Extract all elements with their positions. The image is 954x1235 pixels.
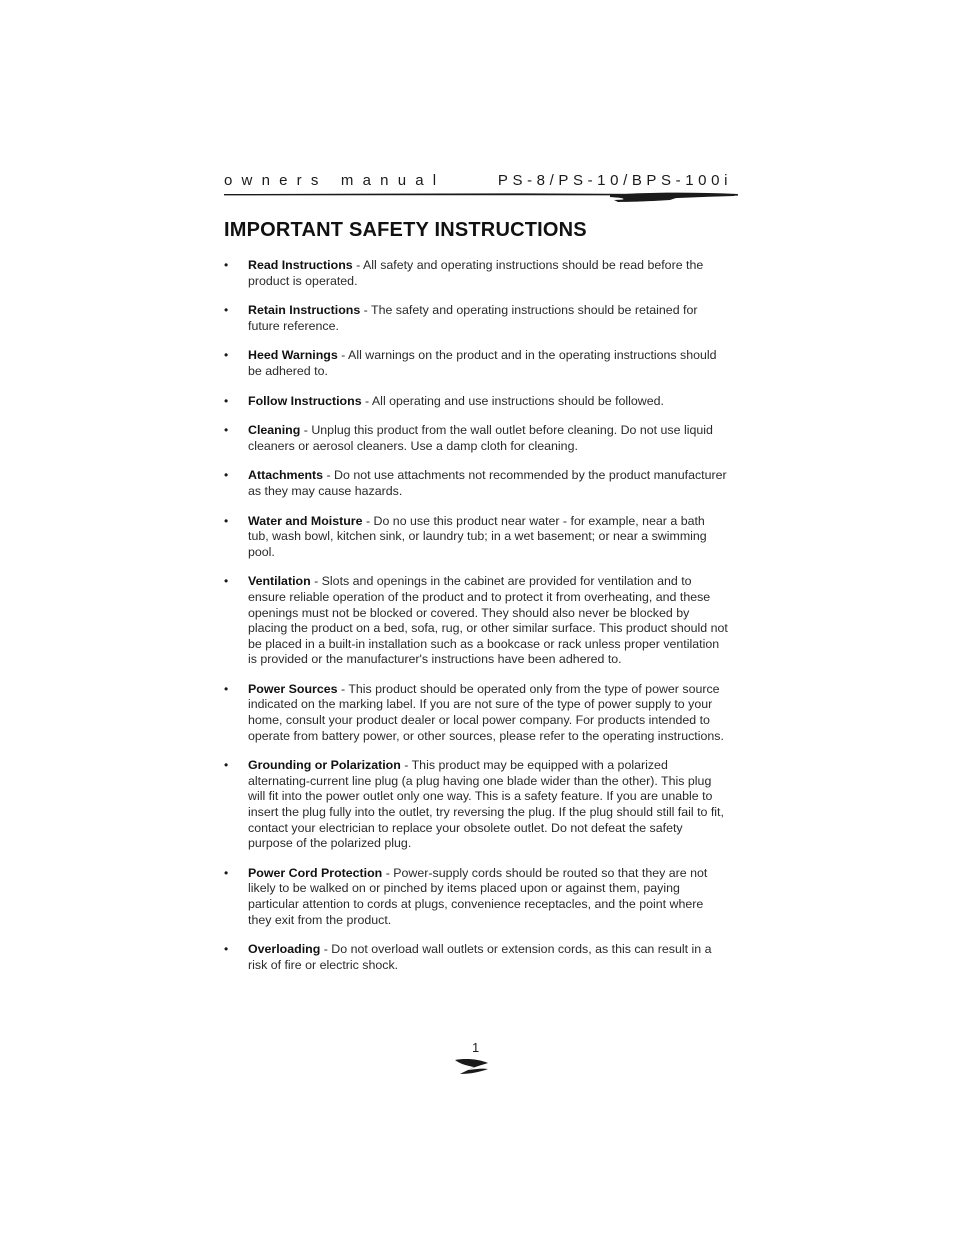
instruction-description: - Do no use this product near water - for example, near a bath tub, wash bowl, kitchen sink, or laundry tub; in a wet basement; or near a swimming pool. [248, 513, 707, 559]
instruction-item [224, 348, 728, 379]
instruction-term: Read Instructions [248, 258, 353, 272]
instruction-description: - All safety and operating instructions should be read before the product is operated. [248, 258, 704, 288]
bullet-icon: • [224, 303, 229, 318]
instruction-item [224, 423, 728, 454]
bullet-icon: • [224, 865, 229, 880]
instruction-description: - This product should be operated only from the type of power source indicated on the marking label. If you are not sure of the type of power supply to your home, consult your product dealer or local power company. For products intended to operate from battery power, or other sources, please refer to the operating instructions. [248, 681, 724, 743]
bullet-icon: • [224, 681, 229, 696]
instruction-description: - The safety and operating instructions should be retained for future reference. [248, 303, 698, 333]
instruction-item [224, 942, 728, 973]
instruction-term: Overloading [248, 942, 321, 957]
instruction-description: - All operating and use instructions should be followed. [361, 393, 664, 408]
instruction-term: Power Sources [248, 681, 338, 696]
instruction-item [224, 574, 728, 668]
safety-instructions-list [224, 258, 728, 987]
bullet-icon: • [224, 258, 229, 272]
page-header [224, 172, 738, 206]
instruction-description: - Slots and openings in the cabinet are provided for ventilation and to ensure reliable operation of the product and to protect it from overheating, and these openings must not be blocked or covered. They should also never be blocked by placing the product on a bed, sofa, rug, or other similar surface. This product should not be placed in a built-in installation such as a bookcase or rack unless proper ventilation is provided or the manufacturer's instructions have been adhered to. [248, 574, 728, 667]
bullet-icon: • [224, 468, 229, 483]
instruction-term: Ventilation [248, 574, 311, 589]
instruction-item [224, 514, 728, 561]
instruction-term: Water and Moisture [248, 513, 363, 528]
instruction-description: - Power-supply cords should be routed so that they are not likely to be walked on or pinched by items placed upon or against them, paying particular attention to cords at plugs, convenience receptacles, and the point where they exit from the product. [248, 865, 708, 927]
instruction-description: - Unplug this product from the wall outlet before cleaning. Do not use liquid cleaners or aerosol cleaners. Use a damp cloth for cleaning. [248, 423, 713, 453]
bullet-icon: • [224, 348, 229, 363]
instruction-item [224, 394, 728, 410]
bullet-icon: • [224, 574, 229, 589]
page-title: IMPORTANT SAFETY INSTRUCTIONS [224, 219, 587, 241]
instruction-description: - This product may be equipped with a polarized alternating-current line plug (a plug having one blade wider than the other). This plug will fit into the power outlet only one way. This is a safety feature. If you are unable to insert the plug fully into the outlet, try reversing the plug. If the plug should still fail to fit, contact your electrician to replace your obsolete outlet. Do not defeat the safety purpose of the polarized plug. [248, 758, 724, 851]
instruction-item [224, 468, 728, 499]
instruction-term: Power Cord Protection [248, 865, 383, 880]
instruction-term: Attachments [248, 468, 324, 483]
page-footer [452, 1040, 492, 1076]
header-model-numbers: PS-8/PS-10/BPS-100i [497, 172, 732, 189]
instruction-item [224, 682, 728, 744]
instruction-term: Grounding or Polarization [248, 758, 401, 773]
instruction-term: Heed Warnings [248, 348, 338, 363]
bullet-icon: • [224, 423, 229, 438]
instruction-item [224, 258, 728, 289]
bullet-icon: • [224, 393, 229, 408]
header-brush-rule [224, 190, 738, 210]
instruction-description: - Do not use attachments not recommended by the product manufacturer as they may cause hazards. [248, 468, 727, 498]
instruction-item [224, 303, 728, 334]
bullet-icon: • [224, 758, 229, 773]
instruction-description: - Do not overload wall outlets or extension cords, as this can result in a risk of fire or electric shock. [248, 942, 712, 972]
instruction-item [224, 866, 728, 928]
instruction-term: Cleaning [248, 423, 301, 438]
header-manual-label: owners manual [224, 172, 446, 189]
bullet-icon: • [224, 942, 229, 957]
instruction-description: - All warnings on the product and in the operating instructions should be adhered to. [248, 348, 717, 378]
bullet-icon: • [224, 513, 229, 528]
instruction-term: Retain Instructions [248, 303, 361, 318]
page-brush-mark-icon [452, 1054, 492, 1076]
instruction-item [224, 758, 728, 852]
instruction-term: Follow Instructions [248, 393, 362, 408]
page-number: 1 [472, 1040, 480, 1055]
